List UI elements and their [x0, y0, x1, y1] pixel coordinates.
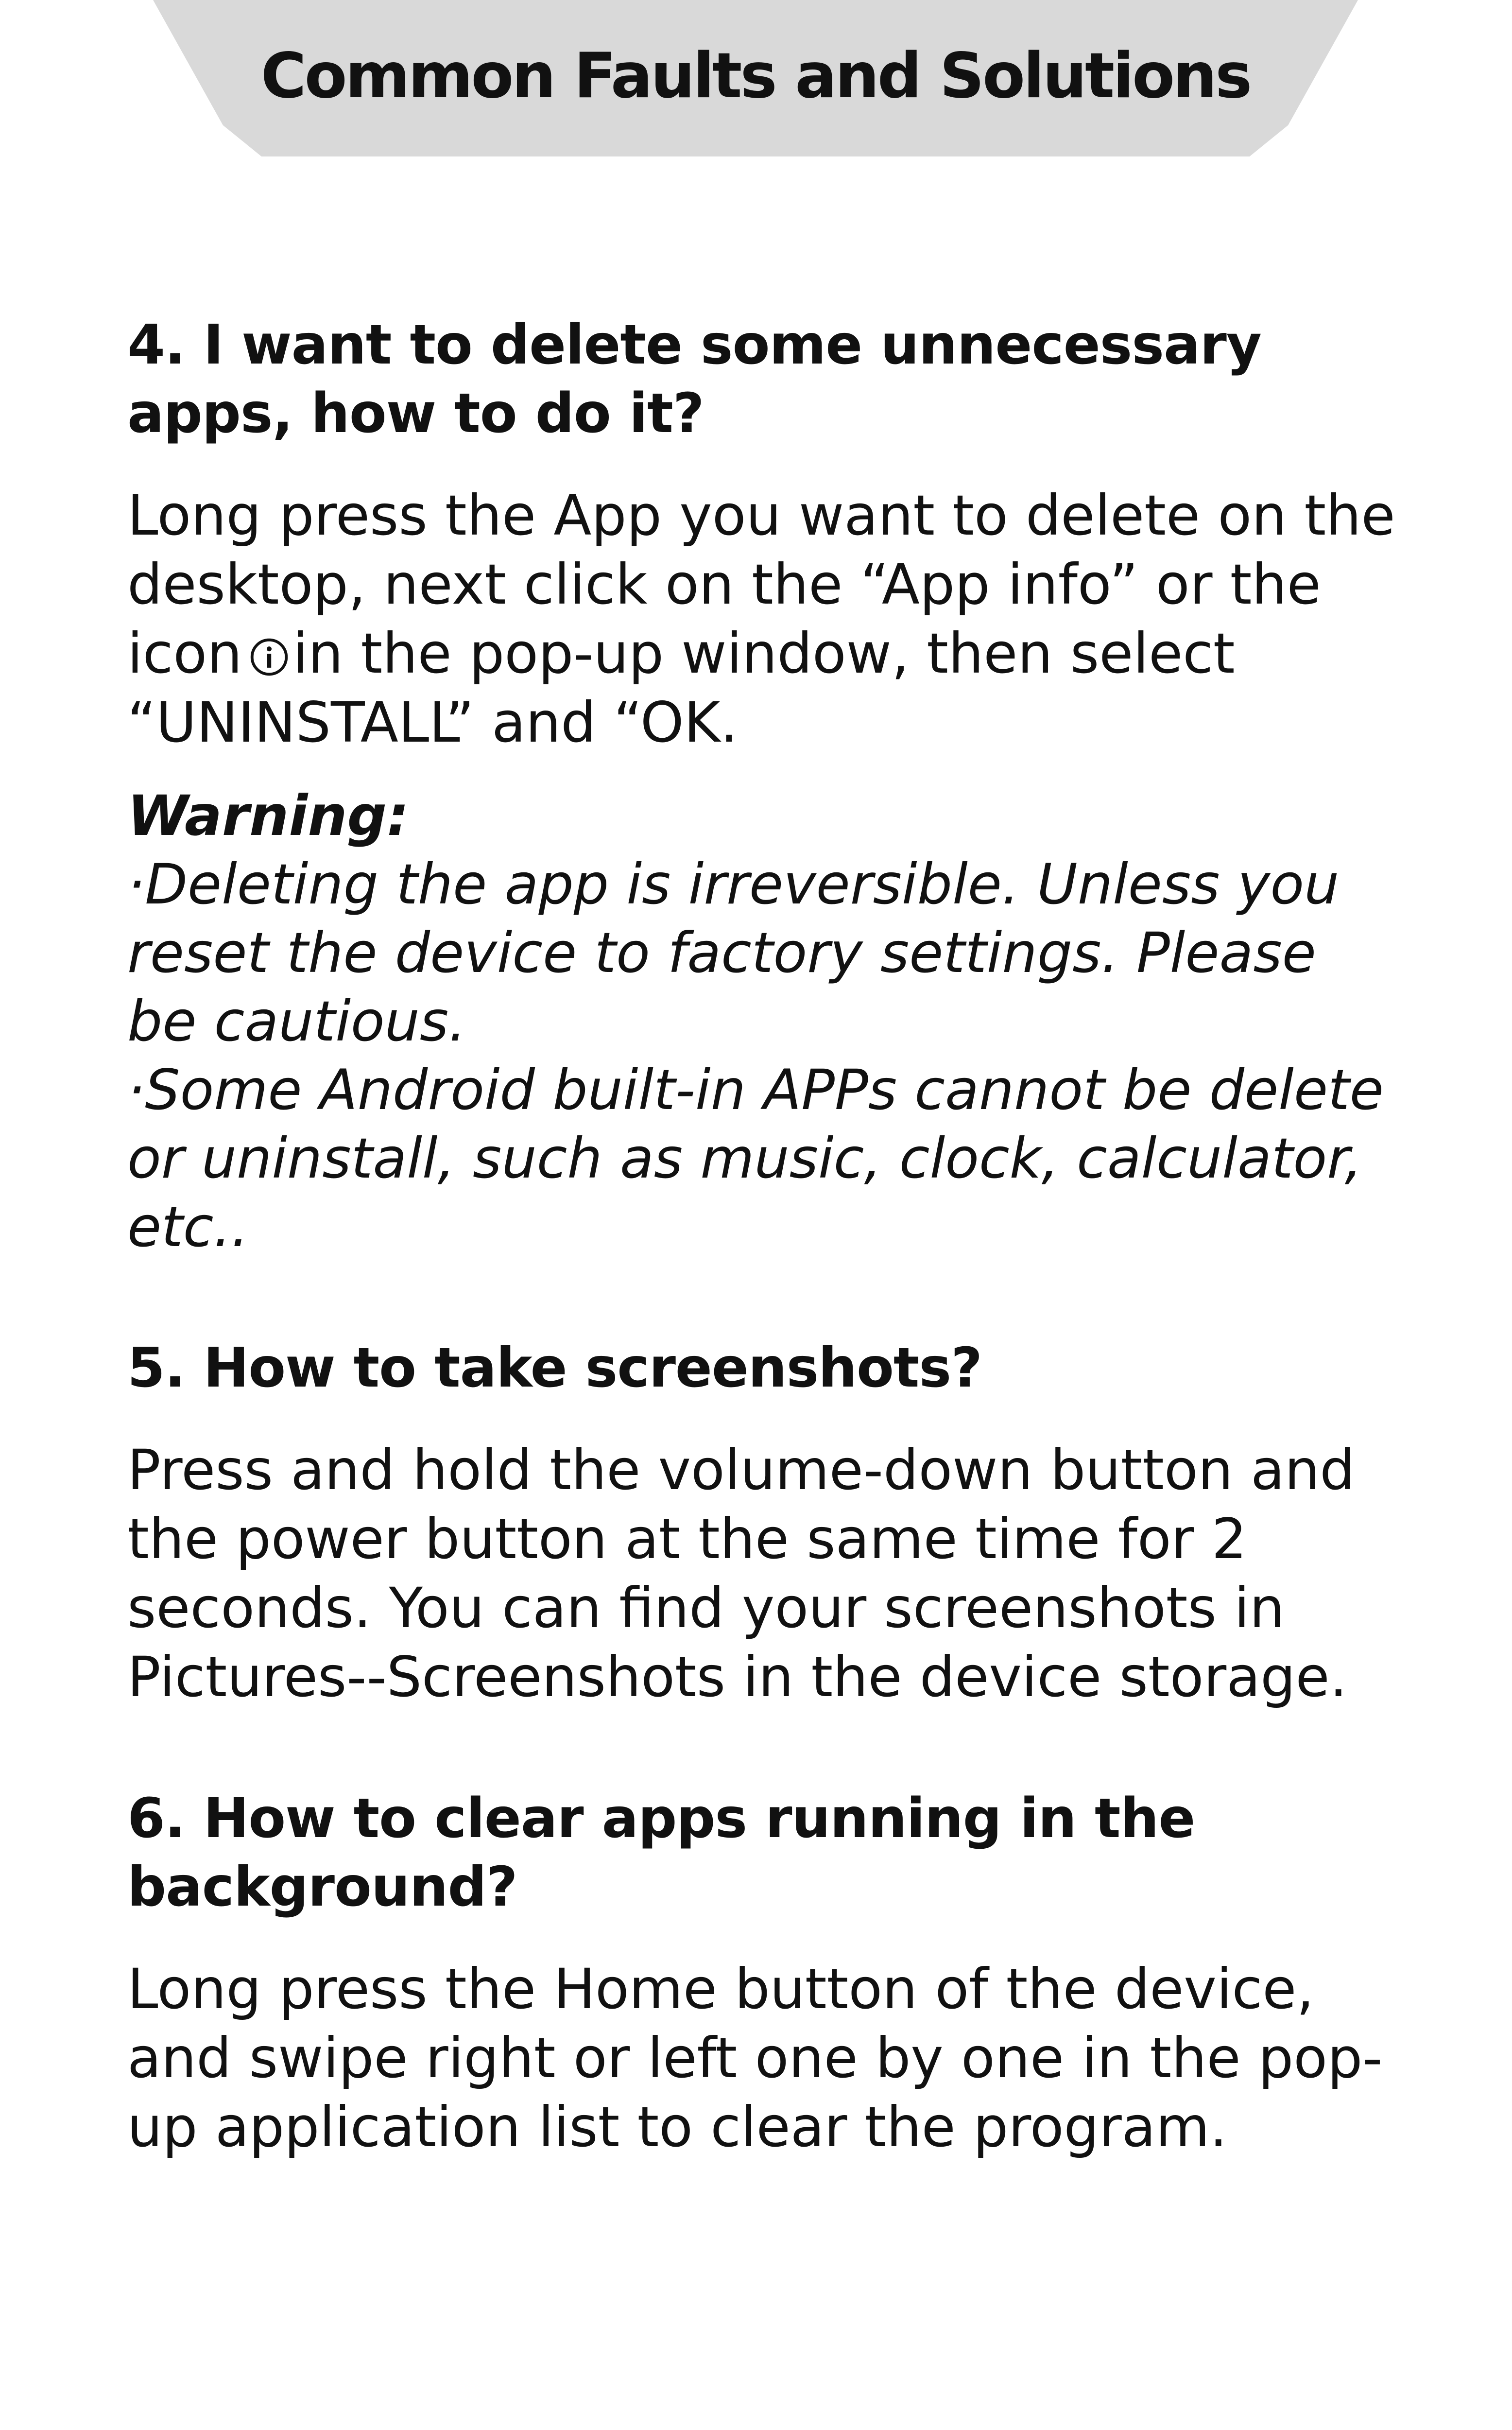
warning-heading — [127, 781, 1400, 850]
faq-answer-text: in the pop-up window, then select “UNINSTALL” and “OK. — [127, 621, 1235, 755]
faq-answer: Long press the Home button of the device, and swipe right or left one by one in the pop-up application list to clear the program. — [127, 1957, 1383, 2159]
section-spacer — [127, 1712, 1400, 1785]
faq-question: 6. How to clear apps running in the background? — [127, 1787, 1195, 1919]
faq-question: 4. I want to delete some unnecessary apps, how to do it? — [127, 313, 1261, 445]
warning-line: ·Some Android built-in APPs cannot be delete or uninstall, such as music, clock, calculator, etc.. — [127, 1058, 1384, 1259]
warning-colon: : — [387, 783, 409, 848]
faq-answer-text: Long press the App you want to delete on the desktop, next click on the “App info” or the icon — [127, 483, 1395, 686]
faq-section-clear-background-apps — [127, 1785, 1400, 2162]
faq-question: 5. How to take screenshots? — [127, 1336, 982, 1400]
info-icon — [249, 637, 290, 677]
page-title: Common Faults and Solutions — [260, 39, 1251, 112]
content — [127, 311, 1400, 2162]
warning-title: Warning — [127, 783, 387, 848]
faq-section-delete-apps — [127, 311, 1400, 1261]
warning-line: ·Deleting the app is irreversible. Unless you reset the device to factory settings. Please be cautious. — [127, 852, 1340, 1054]
section-spacer — [127, 1261, 1400, 1334]
faq-section-screenshots — [127, 1334, 1400, 1712]
faq-answer — [127, 481, 1400, 757]
faq-answer: Press and hold the volume-down button and the power button at the same time for 2 seconds. You can find your screenshots in Pictures--Screenshots in the device storage. — [127, 1438, 1355, 1709]
